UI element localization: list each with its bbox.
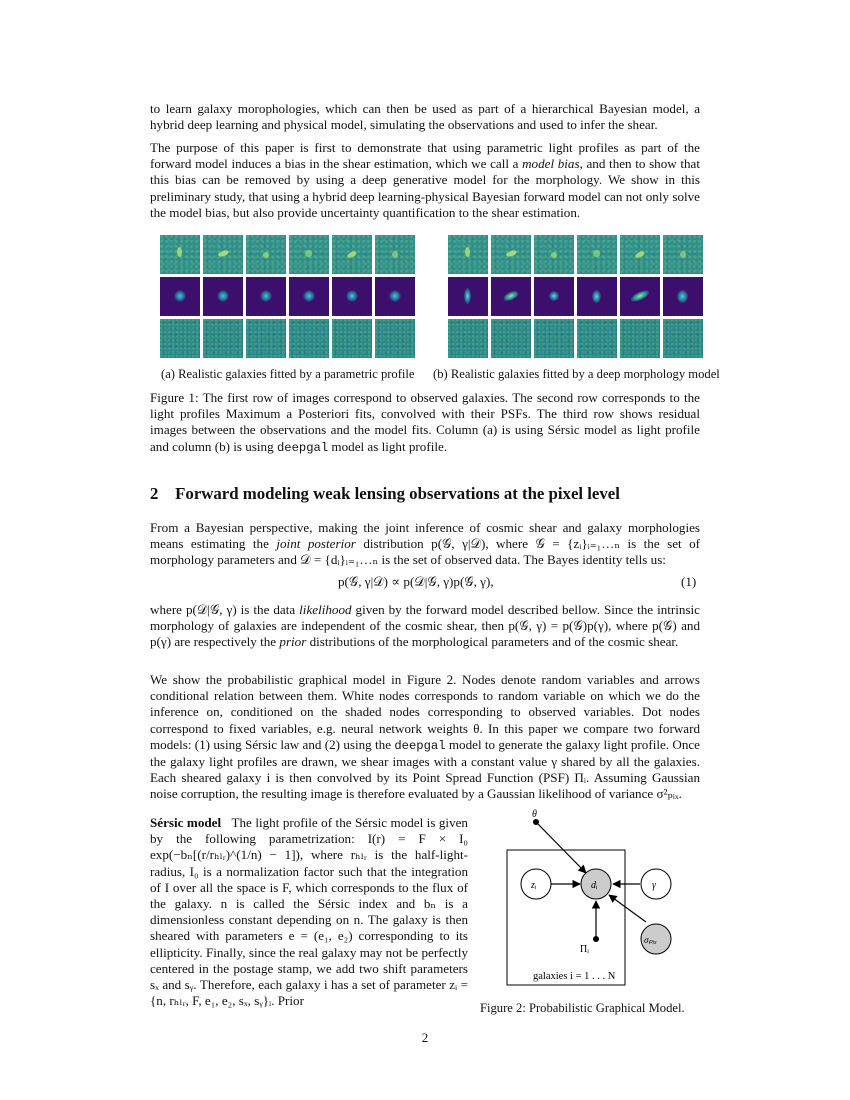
residual-tile bbox=[620, 319, 660, 358]
bayesian-paragraph: From a Bayesian perspective, making the joint inference of cosmic shear and galaxy morphologies means estimating the joint posterior distribution p(𝒢, γ|𝒟), where 𝒢 = {zᵢ}ᵢ₌₁…ₙ is the set of morphology parameters and 𝒟 = {dᵢ}ᵢ₌₁…ₙ is the set of observed data. The Bayes identity tells us: bbox=[150, 520, 701, 568]
observed-galaxy-tile bbox=[577, 235, 617, 274]
figure1-caption: Figure 1: The first row of images correspond to observed galaxies. The second row corresponds to the light profiles Maximum a Posteriori fits, convolved with their PSFs. The third row shows residual images between the observations and the model fits. Column (a) is using Sérsic model as light profile and column (b) is using deepgal model as light profile. bbox=[150, 390, 700, 455]
observed-galaxy-tile bbox=[491, 235, 531, 274]
residual-tile bbox=[663, 319, 703, 358]
fit-galaxy-tile bbox=[332, 277, 372, 316]
sersic-heading: Sérsic model bbox=[150, 815, 222, 830]
fit-galaxy-tile bbox=[534, 277, 574, 316]
observed-galaxy-tile bbox=[448, 235, 488, 274]
residual-tile bbox=[491, 319, 531, 358]
fit-galaxy-tile bbox=[246, 277, 286, 316]
fit-galaxy-tile bbox=[375, 277, 415, 316]
observed-galaxy-tile bbox=[663, 235, 703, 274]
plate-box bbox=[507, 850, 625, 985]
fit-galaxy-tile bbox=[663, 277, 703, 316]
z-label: zᵢ bbox=[531, 880, 537, 891]
intro-paragraph-2: The purpose of this paper is first to demonstrate that using parametric light profiles as part of the forward model induces a bias in the shear estimation, which we call a model bias, and then to show that this bias can be removed by using a deep generative model for the morphology. We show in this preliminary study, that using a hybrid deep learning-physical Bayesian forward model can not only solve the model bias, but also provide uncertainty quantification to the shear estimation. bbox=[150, 140, 700, 220]
observed-galaxy-tile bbox=[246, 235, 286, 274]
observed-galaxy-tile bbox=[160, 235, 200, 274]
observed-galaxy-tile bbox=[620, 235, 660, 274]
plate-label: galaxies i = 1 . . . N bbox=[533, 971, 616, 982]
equation-1: p(𝒢, γ|𝒟) ∝ p(𝒟|𝒢, γ)p(𝒢, γ), bbox=[338, 574, 494, 589]
fit-galaxy-tile bbox=[448, 277, 488, 316]
equation-number: (1) bbox=[681, 574, 697, 589]
figure2-caption: Figure 2: Probabilistic Graphical Model. bbox=[480, 1001, 685, 1015]
sigma-label: σₚᵢₓ bbox=[644, 936, 657, 946]
residual-tile bbox=[289, 319, 329, 358]
observed-galaxy-tile bbox=[375, 235, 415, 274]
fit-galaxy-tile bbox=[491, 277, 531, 316]
residual-tile bbox=[577, 319, 617, 358]
residual-tile bbox=[332, 319, 372, 358]
intro-paragraph-1 bbox=[150, 101, 700, 133]
page-number: 2 bbox=[421, 1030, 429, 1045]
figure1b-subcaption: (b) Realistic galaxies fitted by a deep morphology model bbox=[433, 367, 720, 381]
figure2-graphical-model bbox=[500, 802, 730, 1002]
residual-tile bbox=[203, 319, 243, 358]
likelihood-paragraph: where p(𝒟|𝒢, γ) is the data likelihood given by the forward model described bellow. Since the intrinsic morphology of galaxies are independent of the cosmic shear, then p(𝒢, γ) = p(𝒢)p(γ), where p(𝒢) and p(γ) are respectively the prior distributions of the morphological parameters and of the cosmic shear. bbox=[150, 602, 700, 650]
model-bias-emphasis: model bias bbox=[522, 156, 580, 172]
observed-galaxy-tile bbox=[289, 235, 329, 274]
fit-galaxy-tile bbox=[620, 277, 660, 316]
pi-node bbox=[593, 936, 599, 942]
graphical-model-paragraph: We show the probabilistic graphical model in Figure 2. Nodes denote random variables and arrows conditional relation between them. White nodes corresponds to random variable on which we do the inference on, conditioned on the shaded nodes corresponding to observed variables. Dot nodes correspond to fixed variables, e.g. neural network weights θ. In this paper we compare two forward models: (1) using Sérsic law and (2) using the deepgal model to generate the galaxy light profile. Once the galaxy light profiles are drawn, we shear images with a constant value γ shared by all the galaxies. Each sheared galaxy i is then convolved by its Point Spread Function (PSF) Πᵢ. Assuming Gaussian noise corruption, the resulting image is therefore evaluated by a Gaussian likelihood of variance σ²ₚᵢₓ. bbox=[150, 672, 700, 802]
intro-text-1: to learn galaxy morophologies, which can then be used as part of a hierarchical Bayesian model, a hybrid deep learning and physical model, simulating the observations and used to infer the shear. bbox=[150, 101, 700, 133]
figure1b-image-grid bbox=[448, 235, 703, 358]
residual-tile bbox=[448, 319, 488, 358]
fit-galaxy-tile bbox=[289, 277, 329, 316]
fit-galaxy-tile bbox=[577, 277, 617, 316]
residual-tile bbox=[160, 319, 200, 358]
sersic-paragraph: Sérsic model The light profile of the Sérsic model is given by the following parametrization: I(r) = F × I₀ exp(−bₙ[(r/rₕₗᵣ)^(1/n) − 1]), where rₕₗᵣ is the half-light-radius, I₀ is a normalization factor such that the integration of I over all the space is F, which corresponds to the flux of the galaxy. n is called the Sérsic index and bₙ is a dimensionless constant depending on n. The galaxy is then sheared with parameters e = (e₁, e₂) corresponding to its ellipticity. Finally, since the real galaxy may not be perfectly centered in the postage stamp, we add two shift parameters sₓ and sᵧ. Therefore, each galaxy i has a set of parameter zᵢ = {n, rₕₗᵣ, F, e₁, e₂, sₓ, sᵧ}ᵢ. Prior bbox=[150, 815, 468, 1009]
section-heading: 2 Forward modeling weak lensing observations at the pixel level bbox=[150, 484, 620, 503]
gamma-node bbox=[641, 869, 671, 899]
figure1a-image-grid bbox=[160, 235, 415, 358]
residual-tile bbox=[375, 319, 415, 358]
figure1a-subcaption: (a) Realistic galaxies fitted by a parametric profile bbox=[161, 367, 415, 381]
observed-galaxy-tile bbox=[332, 235, 372, 274]
d-label: dᵢ bbox=[591, 880, 598, 891]
residual-tile bbox=[246, 319, 286, 358]
theta-label: θ bbox=[532, 809, 537, 820]
observed-galaxy-tile bbox=[534, 235, 574, 274]
gamma-label: γ bbox=[652, 880, 656, 891]
pi-label: Πᵢ bbox=[580, 944, 589, 955]
fit-galaxy-tile bbox=[203, 277, 243, 316]
fit-galaxy-tile bbox=[160, 277, 200, 316]
residual-tile bbox=[534, 319, 574, 358]
observed-galaxy-tile bbox=[203, 235, 243, 274]
